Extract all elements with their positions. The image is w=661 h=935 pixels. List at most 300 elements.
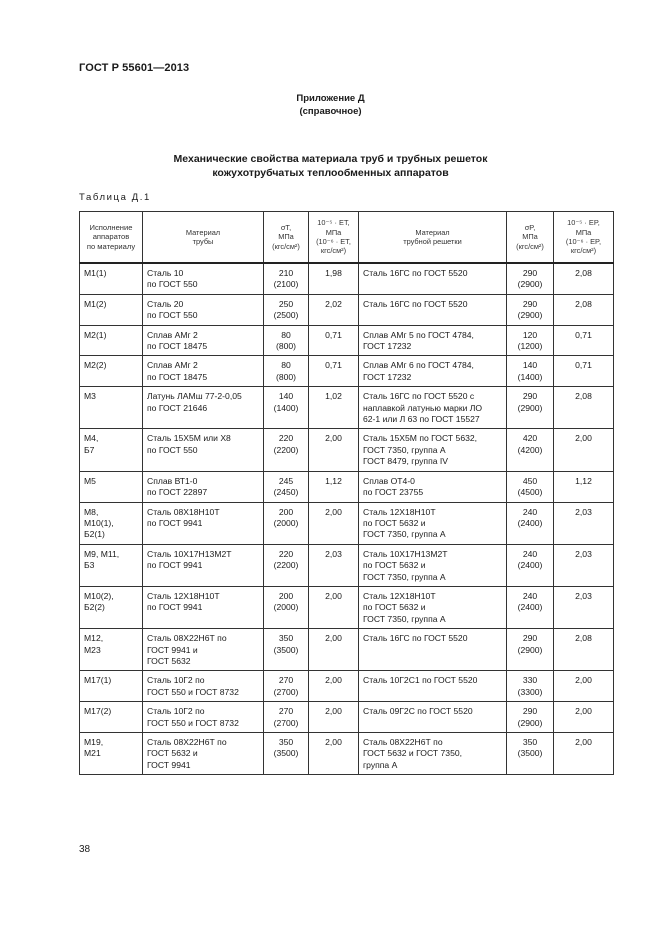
table-row: [80, 702, 614, 733]
cell-sigma-t-line: (2450): [273, 487, 299, 498]
cell-e-p: [554, 387, 614, 429]
cell-e-p-line: 2,08: [575, 633, 592, 644]
cell-execution-line: М5: [84, 475, 96, 486]
cell-sigma-t-line: 350: [278, 633, 294, 644]
cell-e-p: [554, 586, 614, 628]
cell-sigma-t: [264, 263, 309, 294]
cell-execution-line: М1(2): [84, 298, 107, 309]
properties-table: [79, 211, 614, 775]
cell-e-t: [309, 702, 359, 733]
cell-sigma-p-line: 350: [522, 737, 538, 747]
cell-sheet-material-line: 62-1 или Л 63 по ГОСТ 15527: [363, 414, 480, 425]
table-row: [80, 471, 614, 502]
cell-tube-material: [143, 733, 264, 775]
cell-sheet-material: [359, 356, 507, 387]
cell-e-p-line: 2,03: [575, 506, 592, 517]
cell-sheet-material: [359, 671, 507, 702]
cell-e-t-line: 1,02: [325, 391, 342, 402]
cell-sheet-material: [359, 733, 507, 775]
cell-execution-line: М10(1),: [84, 517, 114, 528]
cell-execution-line: М17(1): [84, 675, 112, 686]
table-row: [80, 429, 614, 471]
table-row: [80, 629, 614, 671]
cell-e-t: [309, 387, 359, 429]
header-sigma-p-line: (кгс/см²): [516, 241, 544, 251]
properties-table-wrapper: [79, 211, 613, 775]
cell-execution-line: М2(2): [84, 360, 107, 371]
header-sigma-t-line: МПа: [278, 232, 294, 242]
cell-tube-material-line: по ГОСТ 9941: [147, 517, 203, 528]
cell-e-p-line: 0,71: [575, 360, 592, 371]
cell-tube-material-line: Сталь 08Х22Н6Т по: [147, 633, 227, 644]
table-row: [80, 586, 614, 628]
cell-sheet-material-line: ГОСТ 17232: [363, 371, 412, 382]
table-row: [80, 671, 614, 702]
cell-tube-material-line: Сталь 10Х17Н13М2Т: [147, 548, 232, 559]
cell-tube-material: [143, 702, 264, 733]
cell-sigma-p: [507, 294, 554, 325]
cell-tube-material-line: Сталь 08Х22Н6Т по: [147, 737, 227, 747]
section-title-line-1: Механические свойства материала труб и трубных решеток: [173, 153, 488, 165]
cell-sigma-t-line: 220: [278, 548, 294, 559]
cell-e-t-line: 2,00: [325, 737, 342, 747]
cell-execution: [80, 387, 143, 429]
table-row: [80, 263, 614, 294]
header-sheet-material-line: Материал: [415, 227, 450, 237]
cell-sheet-material-line: по ГОСТ 5632 и: [363, 602, 426, 613]
cell-sigma-p-line: 240: [522, 548, 538, 559]
cell-sheet-material-line: Сталь 16ГС по ГОСТ 5520 с: [363, 391, 475, 402]
cell-execution-line: М9, М11,: [84, 548, 120, 559]
table-row: [80, 325, 614, 356]
cell-e-p: [554, 702, 614, 733]
cell-sigma-t: [264, 502, 309, 544]
cell-sheet-material-line: Сплав АМг 5 по ГОСТ 4784,: [363, 329, 474, 340]
cell-execution-line: М2(1): [84, 329, 107, 340]
cell-execution-line: М1(1): [84, 268, 107, 278]
cell-e-p: [554, 471, 614, 502]
cell-sigma-t-line: (2200): [273, 560, 299, 571]
cell-sigma-p: [507, 702, 554, 733]
cell-tube-material-line: по ГОСТ 9941: [147, 602, 203, 613]
cell-sheet-material-line: Сталь 10Х17Н13М2Т: [363, 548, 448, 559]
cell-sigma-t-line: (2000): [273, 602, 299, 613]
header-sigma-t-line: (кгс/см²): [272, 241, 300, 251]
cell-sigma-t-line: 250: [278, 298, 294, 309]
cell-tube-material-line: Сталь 15Х5М или Х8: [147, 433, 231, 444]
cell-sigma-t-line: 270: [278, 675, 294, 686]
cell-e-t-line: 1,12: [325, 475, 342, 486]
cell-sigma-t: [264, 356, 309, 387]
cell-execution: [80, 733, 143, 775]
header-sigma-p-line: σP,: [524, 222, 536, 232]
cell-tube-material-line: Сталь 08Х18Н10Т: [147, 506, 220, 517]
cell-sheet-material: [359, 387, 507, 429]
cell-e-t-line: 2,03: [325, 548, 342, 559]
cell-sheet-material: [359, 263, 507, 294]
cell-sheet-material: [359, 325, 507, 356]
appendix-note: (справочное): [299, 106, 362, 117]
table-label: Таблица Д.1: [79, 192, 151, 203]
header-sigma-p-line: МПа: [522, 232, 538, 242]
cell-sigma-p: [507, 471, 554, 502]
cell-tube-material-line: по ГОСТ 550: [147, 444, 198, 455]
cell-sigma-t-line: (800): [275, 341, 297, 352]
cell-e-t: [309, 471, 359, 502]
cell-sigma-p: [507, 629, 554, 671]
cell-sigma-p-line: (4200): [517, 444, 543, 455]
header-tube-material: [143, 212, 264, 264]
cell-sigma-p-line: 450: [522, 475, 538, 486]
cell-tube-material-line: Сплав АМг 2: [147, 360, 198, 371]
cell-tube-material-line: по ГОСТ 550: [147, 310, 198, 321]
cell-execution: [80, 502, 143, 544]
cell-sheet-material-line: ГОСТ 8479, группа IV: [363, 456, 449, 467]
cell-e-t-line: 2,00: [325, 506, 342, 517]
cell-execution-line: М21: [84, 748, 101, 759]
cell-sigma-p: [507, 502, 554, 544]
cell-tube-material-line: Сплав ВТ1-0: [147, 475, 198, 486]
cell-e-t-line: 2,00: [325, 433, 342, 444]
cell-e-p-line: 2,08: [575, 298, 592, 309]
cell-sigma-p-line: 290: [522, 391, 538, 402]
cell-e-t-line: 0,71: [325, 329, 342, 340]
cell-sigma-p: [507, 263, 554, 294]
cell-tube-material-line: Сталь 10Г2 по: [147, 675, 205, 686]
cell-tube-material-line: Сталь 12Х18Н10Т: [147, 590, 220, 601]
cell-tube-material: [143, 387, 264, 429]
header-sheet-material-line: трубной решетки: [403, 237, 462, 246]
cell-sheet-material: [359, 544, 507, 586]
cell-e-t: [309, 325, 359, 356]
cell-sigma-t: [264, 544, 309, 586]
cell-sigma-p-line: 140: [522, 360, 538, 371]
cell-tube-material-line: по ГОСТ 9941: [147, 560, 203, 571]
cell-sigma-t-line: 80: [281, 360, 291, 371]
cell-sigma-p-line: (3500): [517, 748, 543, 759]
cell-tube-material-line: по ГОСТ 21646: [147, 402, 208, 413]
cell-e-p: [554, 502, 614, 544]
cell-sheet-material-line: ГОСТ 7350, группа А: [363, 571, 446, 582]
header-execution: [80, 212, 143, 264]
cell-sigma-t-line: (2700): [273, 686, 299, 697]
table-row: [80, 387, 614, 429]
cell-execution: [80, 544, 143, 586]
header-e-p-line: МПа: [575, 227, 592, 237]
cell-tube-material: [143, 502, 264, 544]
cell-sheet-material-line: ГОСТ 7350, группа А: [363, 613, 446, 624]
cell-sigma-t-line: 200: [278, 590, 294, 601]
cell-e-p-line: 2,08: [575, 391, 592, 402]
cell-sheet-material-line: Сталь 12Х18Н10Т: [363, 506, 436, 517]
cell-sheet-material: [359, 586, 507, 628]
cell-execution: [80, 702, 143, 733]
cell-sigma-p-line: (2900): [517, 279, 543, 290]
cell-e-t: [309, 544, 359, 586]
cell-tube-material-line: Сталь 20: [147, 298, 184, 309]
cell-sigma-p-line: 290: [522, 268, 538, 278]
cell-sheet-material-line: Сталь 15Х5М по ГОСТ 5632,: [363, 433, 478, 444]
cell-tube-material-line: ГОСТ 9941: [147, 759, 191, 770]
cell-execution-line: Б7: [84, 444, 95, 455]
cell-sheet-material-line: Сталь 08Х22Н6Т по: [363, 737, 443, 747]
cell-sigma-p: [507, 356, 554, 387]
cell-sheet-material-line: Сталь 12Х18Н10Т: [363, 590, 436, 601]
cell-sigma-p: [507, 733, 554, 775]
cell-e-t-line: 2,00: [325, 590, 342, 601]
cell-execution-line: Б3: [84, 560, 95, 571]
cell-sheet-material-line: Сталь 10Г2С1 по ГОСТ 5520: [363, 675, 478, 686]
cell-execution-line: М4,: [84, 433, 99, 444]
cell-sheet-material-line: Сталь 16ГС по ГОСТ 5520: [363, 298, 468, 309]
cell-tube-material: [143, 544, 264, 586]
cell-e-p-line: 0,71: [575, 329, 592, 340]
cell-sigma-p-line: (4500): [517, 487, 543, 498]
cell-e-t: [309, 629, 359, 671]
cell-tube-material: [143, 671, 264, 702]
header-e-t: [309, 212, 359, 264]
cell-tube-material-line: по ГОСТ 22897: [147, 487, 208, 498]
cell-sigma-t-line: (2700): [273, 717, 299, 728]
header-e-p: [554, 212, 614, 264]
header-tube-material-line: Материал: [185, 227, 221, 237]
cell-sigma-p-line: (2400): [517, 602, 543, 613]
cell-sigma-t: [264, 429, 309, 471]
cell-e-t: [309, 502, 359, 544]
cell-tube-material-line: ГОСТ 5632: [147, 655, 191, 666]
cell-sigma-p-line: 290: [522, 706, 538, 717]
cell-sheet-material-line: ГОСТ 7350, группа А: [363, 529, 446, 540]
table-row: [80, 502, 614, 544]
cell-sigma-t: [264, 294, 309, 325]
cell-execution: [80, 294, 143, 325]
cell-tube-material-line: Сталь 10Г2 по: [147, 706, 205, 717]
cell-e-p: [554, 294, 614, 325]
header-execution-line: по материалу: [86, 241, 136, 251]
cell-sigma-t-line: (3500): [273, 748, 299, 759]
cell-tube-material: [143, 471, 264, 502]
header-e-p-line: 10⁻⁵ · EP,: [567, 218, 600, 228]
cell-sigma-p-line: 330: [522, 675, 538, 686]
cell-sheet-material-line: наплавкой латунью марки ЛО: [363, 402, 483, 413]
cell-sigma-p: [507, 586, 554, 628]
cell-e-p: [554, 629, 614, 671]
header-e-p-line: (10⁻⁶ · EP,: [565, 237, 602, 246]
header-e-p-line: кгс/см²): [570, 246, 597, 256]
cell-tube-material-line: ГОСТ 9941 и: [147, 644, 198, 655]
cell-execution-line: М12,: [84, 633, 104, 644]
document-code: ГОСТ Р 55601—2013: [79, 62, 190, 74]
cell-sigma-p-line: (2900): [517, 402, 543, 413]
cell-sigma-p-line: 290: [522, 633, 538, 644]
header-e-t-line: (10⁻⁶ · ET,: [316, 237, 351, 246]
cell-sigma-t-line: 270: [278, 706, 294, 717]
cell-sheet-material: [359, 471, 507, 502]
cell-sheet-material-line: Сталь 16ГС по ГОСТ 5520: [363, 268, 468, 278]
cell-sigma-t-line: 245: [278, 475, 294, 486]
cell-sigma-t-line: (2500): [273, 310, 299, 321]
cell-e-p-line: 2,00: [575, 737, 592, 747]
cell-sheet-material-line: Сталь 09Г2С по ГОСТ 5520: [363, 706, 473, 717]
header-sigma-t: [264, 212, 309, 264]
cell-tube-material: [143, 629, 264, 671]
cell-tube-material-line: по ГОСТ 550: [147, 279, 198, 290]
cell-sigma-p-line: (2400): [517, 517, 543, 528]
cell-sigma-p: [507, 544, 554, 586]
cell-e-t: [309, 586, 359, 628]
header-sigma-t-line: σT,: [280, 222, 292, 232]
cell-sheet-material-line: по ГОСТ 5632 и: [363, 517, 426, 528]
cell-sheet-material-line: ГОСТ 7350, группа А: [363, 444, 446, 455]
cell-sigma-p: [507, 429, 554, 471]
table-row: [80, 356, 614, 387]
cell-sheet-material-line: ГОСТ 17232: [363, 341, 412, 352]
cell-execution-line: Б2(2): [84, 602, 105, 613]
cell-sigma-p-line: (2900): [517, 644, 543, 655]
cell-sheet-material-line: ГОСТ 5632 и ГОСТ 7350,: [363, 748, 463, 759]
cell-execution: [80, 586, 143, 628]
cell-e-t: [309, 294, 359, 325]
cell-sigma-t: [264, 586, 309, 628]
cell-tube-material: [143, 294, 264, 325]
cell-execution: [80, 263, 143, 294]
cell-sigma-t-line: (3500): [273, 644, 299, 655]
cell-e-p: [554, 544, 614, 586]
cell-sigma-p: [507, 387, 554, 429]
cell-e-p-line: 2,08: [575, 268, 592, 278]
cell-sigma-p-line: (2900): [517, 717, 543, 728]
cell-tube-material: [143, 263, 264, 294]
cell-e-p: [554, 429, 614, 471]
cell-tube-material: [143, 586, 264, 628]
header-execution-line: аппаратов: [92, 232, 130, 242]
header-e-t-line: 10⁻⁵ · ET,: [317, 218, 350, 228]
cell-sigma-t: [264, 671, 309, 702]
cell-sigma-t: [264, 702, 309, 733]
cell-sigma-p-line: (2900): [517, 310, 543, 321]
cell-execution: [80, 356, 143, 387]
cell-e-p-line: 2,00: [575, 706, 592, 717]
cell-execution: [80, 429, 143, 471]
cell-tube-material-line: ГОСТ 550 и ГОСТ 8732: [147, 717, 239, 728]
cell-tube-material-line: Сталь 10: [147, 268, 184, 278]
page-number: 38: [79, 844, 91, 855]
cell-sigma-p-line: (1400): [517, 371, 543, 382]
cell-sheet-material: [359, 294, 507, 325]
cell-e-p: [554, 671, 614, 702]
cell-e-p-line: 1,12: [575, 475, 592, 486]
cell-e-t-line: 0,71: [325, 360, 342, 371]
cell-execution-line: М17(2): [84, 706, 112, 717]
cell-sigma-p-line: (3300): [517, 686, 543, 697]
cell-e-t-line: 2,00: [325, 633, 342, 644]
cell-sigma-p-line: 290: [522, 298, 538, 309]
header-execution-line: Исполнение: [89, 222, 133, 232]
section-title: [0, 152, 661, 180]
table-row: [80, 294, 614, 325]
cell-e-t-line: 2,00: [325, 706, 342, 717]
cell-sigma-t-line: 350: [278, 737, 294, 747]
cell-e-t: [309, 263, 359, 294]
cell-sigma-t-line: (2000): [273, 517, 299, 528]
cell-sigma-t: [264, 325, 309, 356]
cell-tube-material-line: по ГОСТ 18475: [147, 341, 208, 352]
cell-sigma-p-line: 420: [522, 433, 538, 444]
cell-sheet-material: [359, 702, 507, 733]
cell-execution: [80, 629, 143, 671]
cell-sheet-material: [359, 629, 507, 671]
cell-sheet-material-line: Сталь 16ГС по ГОСТ 5520: [363, 633, 468, 644]
cell-sigma-t: [264, 733, 309, 775]
cell-sigma-t: [264, 629, 309, 671]
cell-sigma-t-line: (2100): [273, 279, 299, 290]
table-header-row: [80, 212, 614, 264]
section-title-line-2: кожухотрубчатых теплообменных аппаратов: [212, 167, 449, 179]
cell-sigma-t-line: (800): [275, 371, 297, 382]
cell-tube-material-line: по ГОСТ 18475: [147, 371, 208, 382]
cell-sigma-p: [507, 325, 554, 356]
header-sigma-p: [507, 212, 554, 264]
cell-execution-line: М3: [84, 391, 96, 402]
cell-sigma-p-line: 120: [522, 329, 538, 340]
cell-tube-material-line: Сплав АМг 2: [147, 329, 198, 340]
cell-execution-line: М19,: [84, 737, 104, 747]
cell-e-p: [554, 263, 614, 294]
cell-e-p-line: 2,00: [575, 433, 592, 444]
header-e-t-line: кгс/см²): [320, 246, 347, 256]
table-row: [80, 733, 614, 775]
cell-sheet-material-line: по ГОСТ 23755: [363, 487, 424, 498]
cell-execution: [80, 471, 143, 502]
cell-e-p: [554, 356, 614, 387]
appendix-heading: [0, 92, 661, 118]
appendix-title: Приложение Д: [296, 93, 365, 104]
cell-sigma-p-line: (1200): [517, 341, 543, 352]
cell-sigma-p-line: (2400): [517, 560, 543, 571]
cell-e-t: [309, 356, 359, 387]
header-e-t-line: МПа: [325, 227, 342, 237]
cell-execution: [80, 325, 143, 356]
cell-sheet-material: [359, 502, 507, 544]
cell-execution-line: Б2(1): [84, 529, 105, 540]
cell-sigma-t: [264, 387, 309, 429]
cell-sigma-p-line: 240: [522, 506, 538, 517]
cell-e-t: [309, 429, 359, 471]
cell-e-t-line: 2,02: [325, 298, 342, 309]
table-row: [80, 544, 614, 586]
header-sheet-material: [359, 212, 507, 264]
cell-e-p: [554, 733, 614, 775]
cell-sigma-t-line: 220: [278, 433, 294, 444]
cell-e-t-line: 2,00: [325, 675, 342, 686]
cell-e-p-line: 2,03: [575, 590, 592, 601]
cell-sigma-t-line: 210: [278, 268, 294, 278]
cell-sigma-t-line: 140: [278, 391, 294, 402]
cell-tube-material: [143, 429, 264, 471]
cell-sigma-p-line: 240: [522, 590, 538, 601]
cell-sigma-p: [507, 671, 554, 702]
cell-sigma-t-line: 80: [281, 329, 291, 340]
cell-tube-material: [143, 325, 264, 356]
cell-sheet-material-line: Сплав ОТ4-0: [363, 475, 415, 486]
cell-execution-line: М8,: [84, 506, 99, 517]
cell-sheet-material: [359, 429, 507, 471]
cell-e-p: [554, 325, 614, 356]
cell-sheet-material-line: по ГОСТ 5632 и: [363, 560, 426, 571]
cell-tube-material-line: ГОСТ 5632 и: [147, 748, 198, 759]
cell-tube-material: [143, 356, 264, 387]
cell-e-p-line: 2,00: [575, 675, 592, 686]
